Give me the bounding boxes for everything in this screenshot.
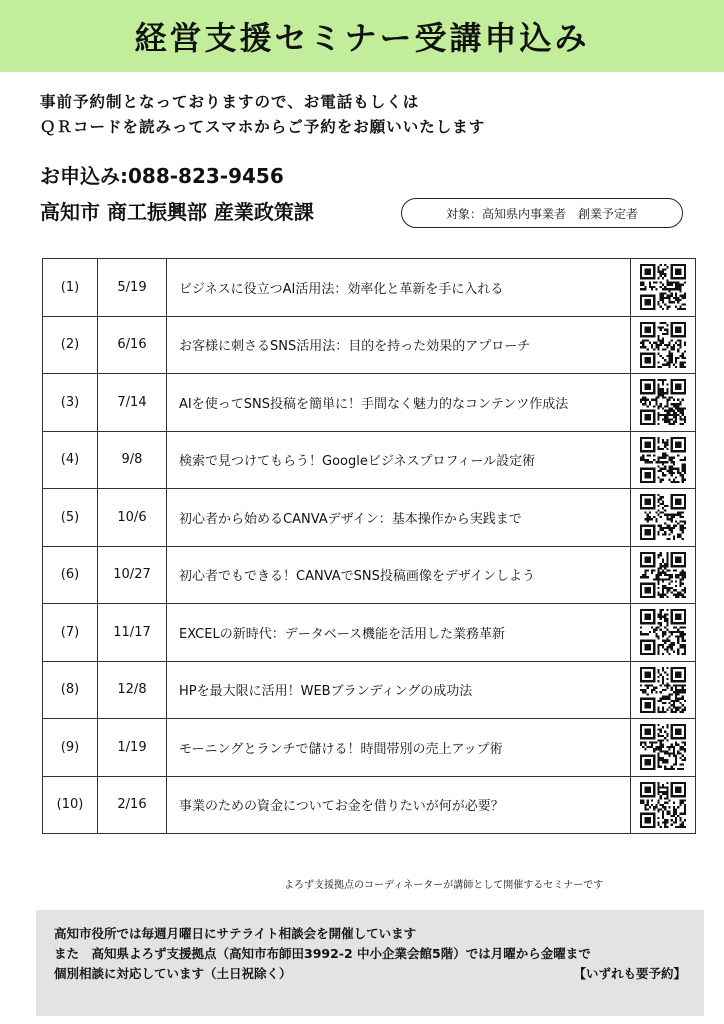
seminar-number: (1) (43, 259, 98, 317)
seminar-row (43, 489, 696, 547)
seminar-qr-cell[interactable] (631, 374, 696, 432)
seminar-qr-cell[interactable] (631, 489, 696, 547)
intro-line-2: ＱＲコードを読みってスマホからご予約をお願いいたします (40, 118, 486, 136)
seminar-number: (9) (43, 719, 98, 777)
seminar-date: 1/19 (98, 719, 167, 777)
seminar-date: 10/6 (98, 489, 167, 547)
seminar-title: モーニングとランチで儲ける！時間帯別の売上アップ術 (167, 719, 631, 777)
seminar-number: (3) (43, 374, 98, 432)
target-badge: 対象：高知県内事業者 創業予定者 (401, 198, 683, 228)
seminar-date: 2/16 (98, 776, 167, 834)
qr-code-icon[interactable] (640, 322, 686, 368)
seminar-number: (2) (43, 316, 98, 374)
seminar-date: 5/19 (98, 259, 167, 317)
seminar-date: 6/16 (98, 316, 167, 374)
seminar-number: (5) (43, 489, 98, 547)
qr-code-icon[interactable] (640, 437, 686, 483)
info-line-3: 個別相談に対応しています（土日祝除く） (54, 966, 292, 981)
seminar-title: ビジネスに役立つAI活用法：効率化と革新を手に入れる (167, 259, 631, 317)
seminar-qr-cell[interactable] (631, 776, 696, 834)
reservation-required: 【いずれも要予約】 (573, 966, 686, 981)
seminar-date: 11/17 (98, 604, 167, 662)
seminar-title: AIを使ってSNS投稿を簡単に！手間なく魅力的なコンテンツ作成法 (167, 374, 631, 432)
seminar-qr-cell[interactable] (631, 259, 696, 317)
qr-code-icon[interactable] (640, 782, 686, 828)
seminar-number: (10) (43, 776, 98, 834)
seminar-title: HPを最大限に活用！WEBブランディングの成功法 (167, 661, 631, 719)
seminar-date: 9/8 (98, 431, 167, 489)
seminar-row (43, 259, 696, 317)
qr-code-icon[interactable] (640, 264, 686, 310)
qr-code-icon[interactable] (640, 552, 686, 598)
seminar-row (43, 719, 696, 777)
seminar-qr-cell[interactable] (631, 661, 696, 719)
seminar-row (43, 546, 696, 604)
seminar-number: (7) (43, 604, 98, 662)
qr-code-icon[interactable] (640, 609, 686, 655)
header-banner (0, 0, 724, 72)
seminar-date: 12/8 (98, 661, 167, 719)
seminar-qr-cell[interactable] (631, 431, 696, 489)
seminar-title: お客様に刺さるSNS活用法：目的を持った効果的アプローチ (167, 316, 631, 374)
seminar-title: 検索で見つけてもらう！Googleビジネスプロフィール設定術 (167, 431, 631, 489)
qr-code-icon[interactable] (640, 379, 686, 425)
seminar-row (43, 316, 696, 374)
seminar-title: EXCELの新時代：データベース機能を活用した業務革新 (167, 604, 631, 662)
seminar-date: 10/27 (98, 546, 167, 604)
qr-code-icon[interactable] (640, 667, 686, 713)
intro-text (40, 90, 485, 140)
seminar-number: (6) (43, 546, 98, 604)
page-title: 経営支援セミナー受講申込み (134, 19, 590, 57)
consultation-info-box (36, 910, 704, 1016)
seminar-title: 事業のための資金についてお金を借りたいが何が必要？ (167, 776, 631, 834)
qr-code-icon[interactable] (640, 494, 686, 540)
info-line-1: 高知市役所では毎週月曜日にサテライト相談会を開催しています (54, 926, 417, 941)
seminar-note: よろず支援拠点のコーディネーターが講師として開催するセミナーです (284, 880, 604, 891)
intro-line-1: 事前予約制となっておりますので、お電話もしくは (40, 93, 420, 111)
seminar-row (43, 431, 696, 489)
seminar-title: 初心者でもできる！CANVAでSNS投稿画像をデザインしよう (167, 546, 631, 604)
seminar-number: (8) (43, 661, 98, 719)
seminar-title: 初心者から始めるCANVAデザイン：基本操作から実践まで (167, 489, 631, 547)
seminar-qr-cell[interactable] (631, 316, 696, 374)
seminar-row (43, 604, 696, 662)
seminar-row (43, 661, 696, 719)
seminar-qr-cell[interactable] (631, 719, 696, 777)
seminar-row (43, 374, 696, 432)
seminar-qr-cell[interactable] (631, 604, 696, 662)
seminar-row (43, 776, 696, 834)
department-name: 高知市 商工振興部 産業政策課 (40, 200, 314, 224)
seminar-table (42, 258, 696, 834)
seminar-qr-cell[interactable] (631, 546, 696, 604)
info-line-2: また 高知県よろず支援拠点（高知市布師田3992-2 中小企業会館5階）では月曜から金曜まで (54, 946, 591, 961)
seminar-date: 7/14 (98, 374, 167, 432)
qr-code-icon[interactable] (640, 724, 686, 770)
phone-number[interactable]: お申込み:088-823-9456 (40, 164, 284, 188)
seminar-number: (4) (43, 431, 98, 489)
